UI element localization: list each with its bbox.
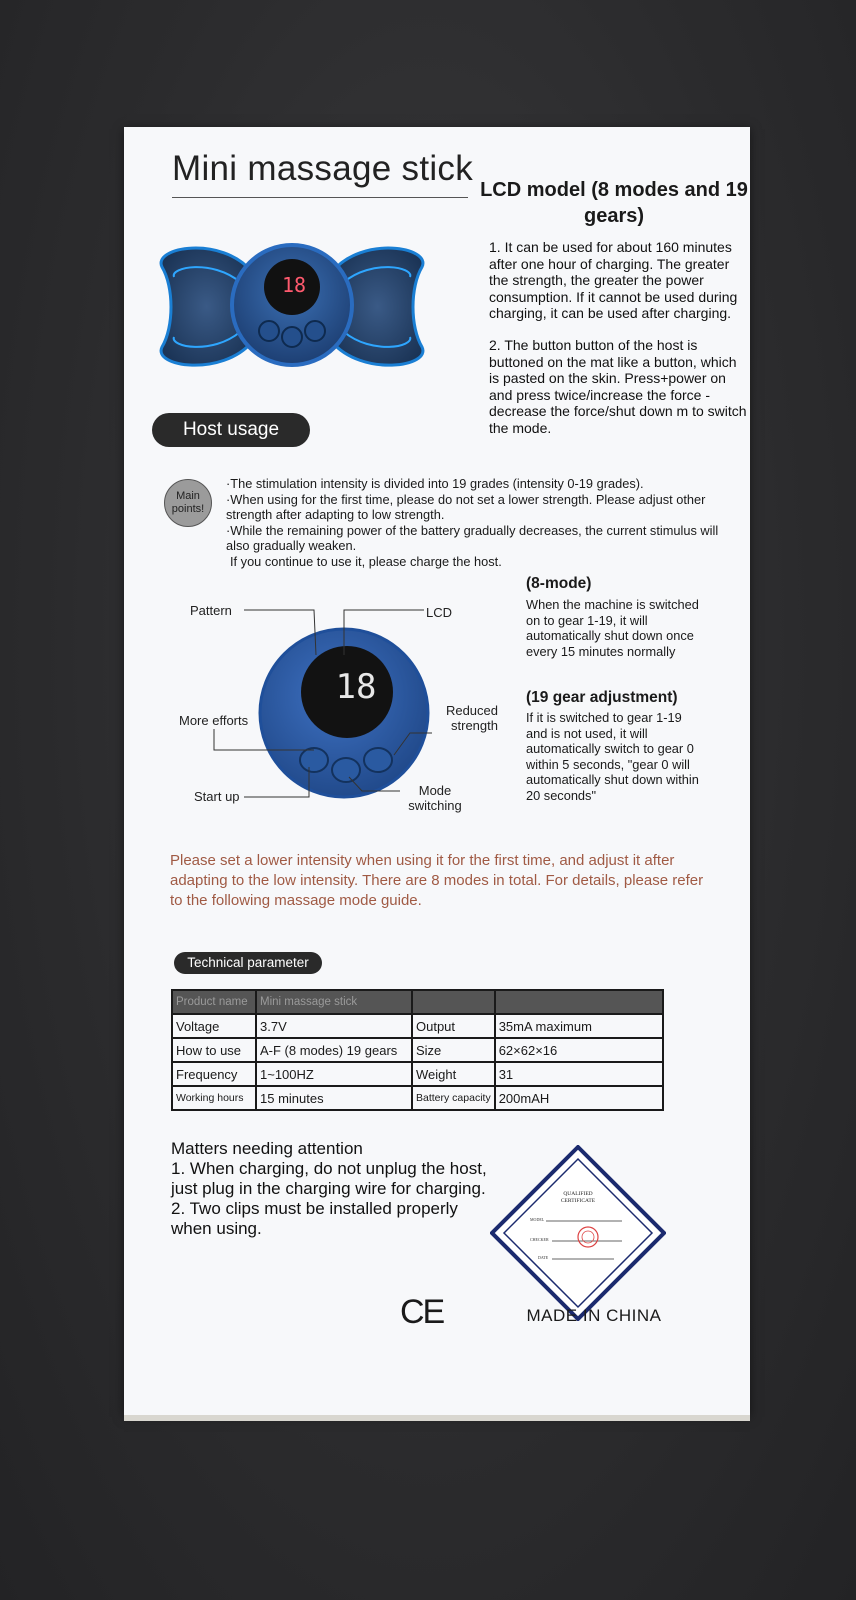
usage-bullets — [226, 476, 741, 569]
table-cell: Frequency — [172, 1062, 256, 1086]
technical-parameter-table — [171, 989, 664, 1111]
label-mode-line2: switching — [408, 798, 462, 813]
table-cell: 1~100HZ — [256, 1062, 412, 1086]
ce-mark: CE — [400, 1293, 444, 1331]
cert-title-1: QUALIFIED — [563, 1191, 593, 1197]
table-cell: 200mAH — [495, 1086, 663, 1110]
mode-text: When the machine is switched on to gear 1-19, it will automatically shut down once every 15 minutes normally — [526, 597, 699, 659]
table-row — [172, 1086, 663, 1110]
first-use-notice: Please set a lower intensity when using it for the first time, and adjust it after adapting to the low intensity. There are 8 modes in total. For details, please refer to the following massage mode guide. — [170, 852, 704, 909]
table-cell: 31 — [495, 1062, 663, 1086]
cert-field-model: MODEL — [530, 1217, 545, 1222]
table-cell: Mini massage stick — [256, 990, 412, 1014]
lcd-paragraph-2: 2. The button button of the host is buttoned on the mat like a button, which is pasted on the skin. Press+power on and press twice/increase the force - decrease the force/shut down m to switch the mode. — [489, 337, 747, 436]
table-cell: Voltage — [172, 1014, 256, 1038]
table-cell: Battery capacity — [412, 1086, 495, 1110]
lcd-paragraph-1: 1. It can be used for about 160 minutes after one hour of charging. The greater the strength, the greater the power consumption. If it cannot be used during charging, it can be used after charging. — [489, 239, 738, 321]
main-points-text: Main points! — [171, 490, 205, 515]
table-cell: How to use — [172, 1038, 256, 1062]
gear-heading: (19 gear adjustment) — [526, 689, 678, 706]
qualified-certificate-seal — [490, 1145, 666, 1321]
label-mode-line1: Mode — [418, 783, 452, 798]
table-cell: 62×62×16 — [495, 1038, 663, 1062]
attention-item: 2. Two clips must be installed properly when using. — [171, 1199, 458, 1238]
label-start-up: Start up — [194, 789, 240, 804]
cert-title-2: CERTIFICATE — [560, 1198, 596, 1204]
bullet-item: ·When using for the first time, please do not set a lower strength. Please adjust other strength after adapting to low strength. — [226, 491, 706, 522]
gear-text: If it is switched to gear 1-19 and is not used, it will automatically switch to gear 0 within 5 seconds, "gear 0 will automatically shut down within 20 seconds" — [526, 710, 699, 803]
label-more-efforts: More efforts — [179, 713, 249, 728]
table-cell: Working hours — [172, 1086, 256, 1110]
table-cell: 15 minutes — [256, 1086, 412, 1110]
table-cell: 35mA maximum — [495, 1014, 663, 1038]
label-mode-switching — [404, 783, 466, 813]
table-cell: Size — [412, 1038, 495, 1062]
label-reduced-strength — [442, 703, 498, 733]
package-box — [124, 127, 750, 1415]
cert-field-checker: CHECKER — [530, 1237, 549, 1242]
pad-display-digits: 18 — [281, 273, 307, 297]
lcd-model-heading: LCD model (8 modes and 19 gears) — [480, 179, 748, 227]
table-cell — [412, 990, 495, 1014]
table-row — [172, 990, 663, 1014]
main-points-badge — [164, 479, 212, 527]
table-cell: Output — [412, 1014, 495, 1038]
attention-item: 1. When charging, do not unplug the host, just plug in the charging wire for charging. — [171, 1159, 487, 1198]
massager-pad-illustration — [152, 237, 432, 377]
bullet-item: ·The stimulation intensity is divided into 19 grades (intensity 0-19 grades). — [226, 476, 644, 491]
diagram-display-digits: 18 — [335, 667, 377, 707]
label-pattern: Pattern — [190, 603, 232, 618]
table-cell — [495, 990, 663, 1014]
mode-heading: (8-mode) — [526, 575, 592, 592]
table-cell: 3.7V — [256, 1014, 412, 1038]
table-row — [172, 1062, 663, 1086]
title-underline — [172, 197, 468, 198]
table-row — [172, 1014, 663, 1038]
table-cell: Weight — [412, 1062, 495, 1086]
table-row — [172, 1038, 663, 1062]
table-cell: A-F (8 modes) 19 gears — [256, 1038, 412, 1062]
attention-heading: Matters needing attention — [171, 1139, 363, 1158]
box-edge — [124, 1415, 750, 1421]
technical-parameter-label: Technical parameter — [174, 952, 322, 974]
label-reduced-line2: strength — [451, 718, 498, 733]
bullet-item: ·While the remaining power of the battery gradually decreases, the current stimulus will also gradually weaken. — [226, 522, 719, 553]
label-reduced-line1: Reduced — [445, 703, 498, 718]
cert-field-date: DATE — [538, 1255, 549, 1260]
attention-section — [171, 1139, 491, 1239]
product-title: Mini massage stick — [172, 149, 474, 188]
bullet-item: If you continue to use it, please charge the host. — [230, 553, 502, 569]
table-cell: Product name — [172, 990, 256, 1014]
made-in-label: MADE IN CHINA — [526, 1306, 662, 1325]
label-lcd: LCD — [426, 605, 453, 620]
host-usage-label: Host usage — [152, 413, 310, 447]
